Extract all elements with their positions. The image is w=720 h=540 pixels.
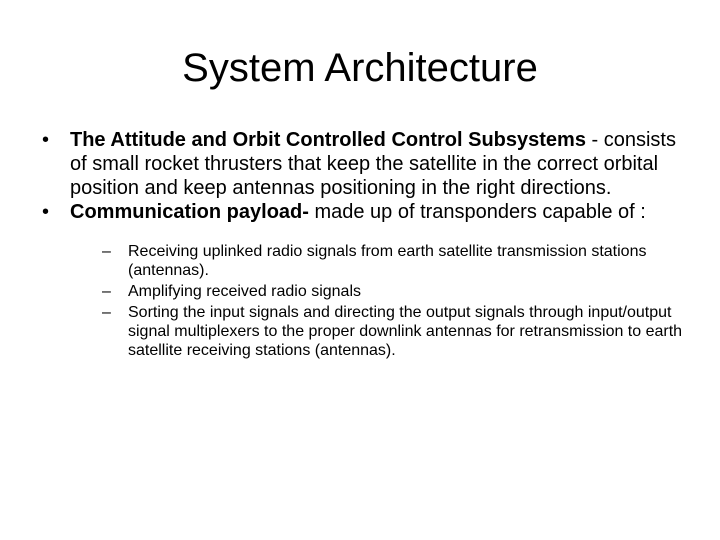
bullet-lead-text: Communication payload- bbox=[70, 201, 309, 223]
sub-bullet-item bbox=[102, 242, 690, 280]
bullet-text: - consists of small rocket thrusters that keep the satellite in the correct orbital position and keep antennas positioning in the right directions. bbox=[70, 129, 676, 199]
bullet-marker: • bbox=[42, 129, 50, 151]
sub-bullet-text: Amplifying received radio signals bbox=[128, 283, 361, 300]
sub-bullet-text: Sorting the input signals and directing the output signals through input/output signal multiplexers to the proper downlink antennas for retransmission to earth satellite receiving stations (antennas). bbox=[128, 304, 683, 359]
bullet-text: made up of transponders capable of : bbox=[308, 201, 646, 223]
sub-bullet-text: Receiving uplinked radio signals from earth satellite transmission stations (antennas). bbox=[128, 243, 647, 279]
slide-body bbox=[40, 128, 690, 362]
bullet-lead-text: The Attitude and Orbit Controlled Control Subsystems bbox=[70, 129, 586, 151]
bullet-item-payload bbox=[40, 200, 690, 224]
slide-title: System Architecture bbox=[182, 46, 538, 90]
sub-bullet-item bbox=[102, 282, 690, 301]
bullet-marker: • bbox=[42, 201, 50, 223]
sub-bullet-marker: – bbox=[102, 304, 111, 321]
sub-bullet-marker: – bbox=[102, 283, 111, 300]
sub-bullet-item bbox=[102, 303, 690, 360]
bullet-item-aocs bbox=[40, 128, 690, 200]
sub-bullet-marker: – bbox=[102, 243, 111, 260]
sub-bullet-list bbox=[40, 242, 690, 360]
